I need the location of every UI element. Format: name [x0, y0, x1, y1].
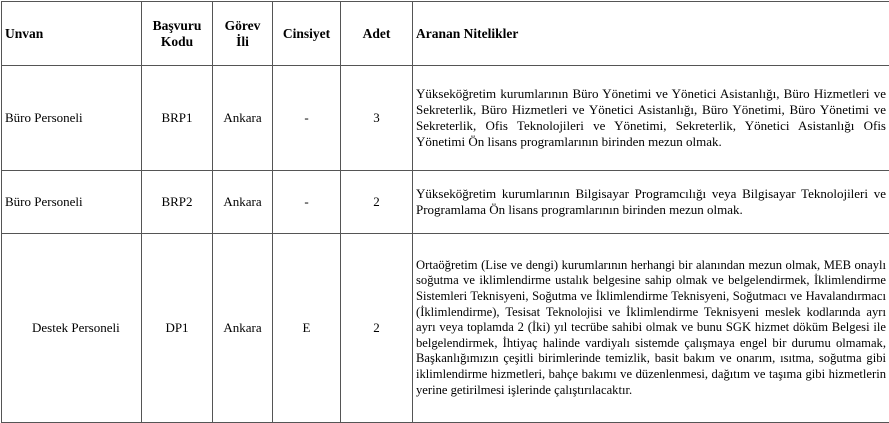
cell-adet: 2 [341, 171, 413, 234]
header-gorev-ili-line2: İli [236, 34, 249, 49]
cell-cinsiyet: - [273, 171, 341, 234]
cell-unvan: Büro Personeli [2, 66, 142, 171]
cell-adet: 3 [341, 66, 413, 171]
header-aranan-nitelikler: Aranan Nitelikler [413, 2, 889, 66]
cell-cinsiyet: E [273, 234, 341, 423]
cell-gorev-ili: Ankara [213, 66, 273, 171]
header-basvuru-kodu-line2: Kodu [161, 34, 193, 49]
header-unvan: Unvan [2, 2, 142, 66]
header-row [2, 2, 889, 66]
header-cinsiyet: Cinsiyet [273, 2, 341, 66]
cell-basvuru-kodu: DP1 [142, 234, 213, 423]
positions-table [1, 1, 889, 423]
cell-unvan: Büro Personeli [2, 171, 142, 234]
table-row [2, 171, 889, 234]
cell-adet: 2 [341, 234, 413, 423]
cell-gorev-ili: Ankara [213, 171, 273, 234]
table-row [2, 234, 889, 423]
cell-basvuru-kodu: BRP1 [142, 66, 213, 171]
cell-aranan-nitelikler: Ortaöğretim (Lise ve dengi) kurumlarının herhangi bir alanından mezun olmak, MEB onaylı soğutma ve iklimlendirme ustalık belgesine sahip olmak ve belgelendirmek, İklimlendirme Sistemleri Teknisyeni, Soğutma ve İklimlendirme Teknisyeni, Soğutmacı ve Havalandırmacı (İklimlendirme), Tesisat Teknolojisi ve İklimlendirme Teknisyeni meslek kodlarında ayrı ayrı veya toplamda 2 (İki) yıl tecrübe sahibi olmak ve bunu SGK hizmet döküm Belgesi ile belgelendirmek, İhtiyaç halinde vardiyalı sistemde çalışmaya engel bir durumu olmamak, Başkanlığımızın çeşitli birimlerinde temizlik, basit bakım ve onarım, ısıtma, soğutma gibi iklimlendirme hizmetleri, bahçe bakımı ve düzenlenmesi, dağıtım ve taşıma gibi hizmetlerin yerine getirilmesi işlerinde çalıştırılacaktır. [413, 234, 889, 423]
header-adet: Adet [341, 2, 413, 66]
header-basvuru-kodu-line1: Başvuru [153, 18, 202, 33]
cell-aranan-nitelikler: Yükseköğretim kurumlarının Bilgisayar Programcılığı veya Bilgisayar Teknolojileri ve Programlama Ön lisans programlarının birinden mezun olmak. [413, 171, 889, 234]
cell-aranan-nitelikler: Yükseköğretim kurumlarının Büro Yönetimi ve Yönetici Asistanlığı, Büro Hizmetleri ve Sekreterlik, Büro Hizmetleri ve Yönetici Asistanlığı, Büro Yönetimi, Büro Yönetimi ve Sekreterlik, Ofis Teknolojileri ve Yönetimi, Sekreterlik, Yönetici Asistanlığı Ofis Yönetimi Ön lisans programlarının birinden mezun olmak. [413, 66, 889, 171]
table-row [2, 66, 889, 171]
cell-gorev-ili: Ankara [213, 234, 273, 423]
header-gorev-ili-line1: Görev [225, 18, 261, 33]
cell-unvan: Destek Personeli [2, 234, 142, 423]
cell-basvuru-kodu: BRP2 [142, 171, 213, 234]
cell-cinsiyet: - [273, 66, 341, 171]
header-gorev-ili [213, 2, 273, 66]
header-basvuru-kodu [142, 2, 213, 66]
